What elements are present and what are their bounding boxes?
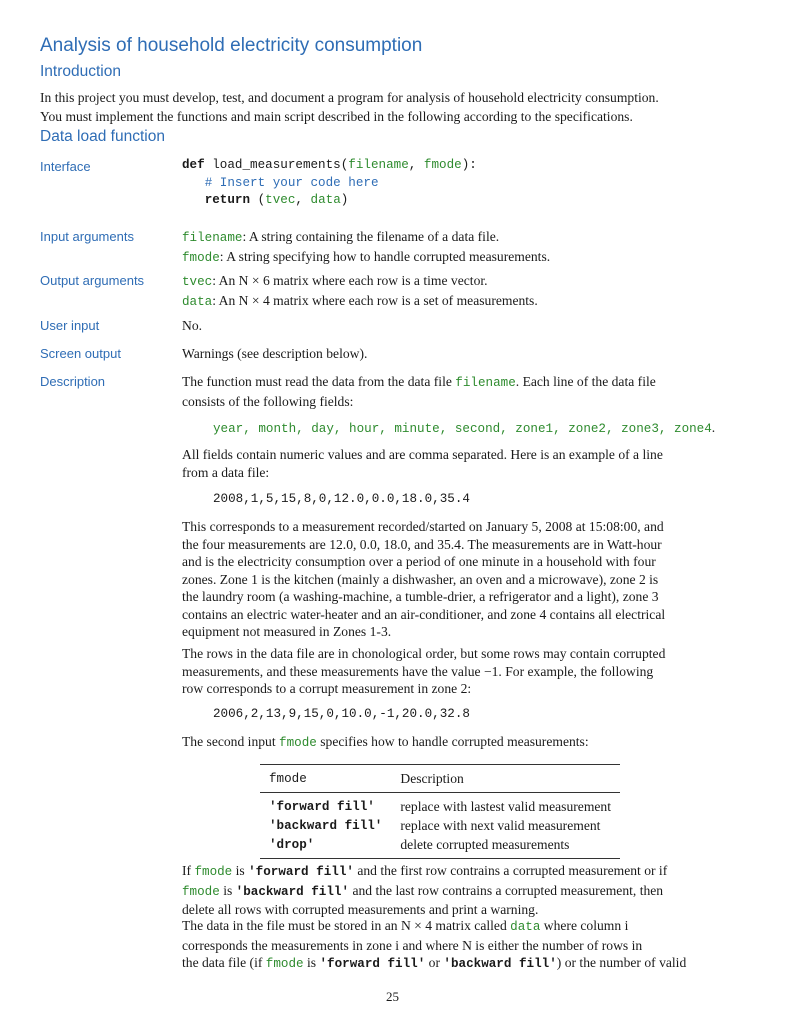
desc-p2-line2: from a data file:: [182, 464, 270, 480]
fmode-cell: [260, 816, 391, 835]
desc-p4-line1: The rows in the data file are in chonological order, but some rows may contain corrupted: [182, 646, 666, 661]
desc-p6-forward-fill: 'forward fill': [248, 865, 354, 879]
description-p2: [182, 446, 742, 481]
example-line-2: 2006,2,13,9,15,0,10.0,-1,20.0,32.8: [213, 707, 470, 721]
desc-p7-l3-end: ) or the number of valid: [556, 955, 687, 970]
fields-end: .: [711, 420, 716, 435]
table-row: [260, 835, 620, 859]
fmode-value: 'backward fill': [269, 819, 383, 833]
fmode-desc-cell: delete corrupted measurements: [400, 837, 570, 852]
desc-p6-a: If: [182, 863, 195, 878]
desc-p3-line1: This corresponds to a measurement recorded/started on January 5, 2008 at 15:08:00, and: [182, 519, 664, 534]
fmode-desc-cell: replace with lastest valid measurement: [400, 799, 611, 814]
fields-list: [213, 420, 715, 436]
desc-p6-is-2: is: [219, 882, 236, 898]
desc-p5-fmode: fmode: [279, 736, 317, 750]
description-p4: [182, 645, 742, 698]
input-arg-fmode-desc: : A string specifying how to handle corrupted measurements.: [219, 248, 551, 264]
def-keyword: def: [182, 158, 205, 172]
arg-fmode: fmode: [423, 158, 462, 172]
interface-code: def load_measurements(filename, fmode): # Insert your code here return (tvec, data): [182, 158, 477, 207]
desc-p6-fmode-2: fmode: [182, 884, 220, 899]
fmode-value: 'drop': [269, 838, 315, 852]
desc-p4-line3: row corresponds to a corrupt measurement in zone 2:: [182, 681, 472, 696]
desc-p7-backward-fill: 'backward fill': [443, 957, 557, 971]
return-close: ): [340, 193, 349, 207]
fmode-col-header: [260, 765, 391, 793]
intro-line-2: You must implement the functions and main script described in the following according to the specifications.: [40, 109, 633, 124]
desc-p1-b: . Each line of the data file: [515, 374, 656, 389]
description-p7: [182, 917, 742, 974]
return-tvec: tvec: [265, 193, 296, 207]
description-col-header: Description: [400, 771, 464, 786]
output-arg-data: data: [182, 294, 213, 309]
page-title: Analysis of household electricity consumption: [40, 35, 423, 56]
output-args-label: Output arguments: [40, 273, 145, 288]
input-arg-fmode: fmode: [182, 250, 220, 265]
desc-p7-line2: corresponds the measurements in zone i and where N is either the number of rows in: [182, 937, 643, 953]
desc-p4-line2: measurements, and these measurements have the value −1. For example, the following: [182, 663, 654, 679]
description-p1: [182, 373, 742, 410]
description-p5: [182, 733, 742, 753]
desc-p6-fmode-1: fmode: [194, 865, 233, 879]
desc-p3-line3: and is the electricity consumption over a period of one minute in a household with four: [182, 554, 656, 569]
table-row: [260, 816, 620, 835]
intro-heading: Introduction: [40, 63, 121, 80]
intro-paragraph: [40, 88, 745, 126]
output-args-body: [182, 272, 742, 311]
table-row: [260, 793, 620, 817]
desc-p3-line7: equipment not measured in Zones 1-3.: [182, 624, 392, 639]
return-data: data: [310, 193, 341, 207]
desc-p6-c: and the first row contrains a corrupted measurement or if: [353, 863, 668, 878]
fmode-cell: [260, 793, 391, 817]
fields-code: year, month, day, hour, minute, second, zone1, zone2, zone3, zone4: [213, 422, 712, 436]
screen-output-value: Warnings (see description below).: [182, 346, 368, 361]
output-arg-data-desc: : An N × 4 matrix where each row is a set of measurements.: [212, 292, 538, 308]
section-heading: Data load function: [40, 128, 165, 145]
desc-p7-b: where column i: [540, 918, 629, 933]
desc-p7-or: or: [425, 955, 444, 970]
desc-p1-filename: filename: [455, 376, 516, 390]
user-input-value: No.: [182, 318, 203, 333]
input-arg-filename-desc: : A string containing the filename of a data file.: [242, 229, 500, 244]
page-number: 25: [386, 989, 399, 1004]
desc-p7-l3-is: is: [303, 955, 320, 970]
input-arg-filename: filename: [182, 231, 243, 245]
desc-p3-line4: zones. Zone 1 is the kitchen (mainly a dishwasher, an oven and a microwave), zone 2 is: [182, 571, 659, 587]
arg-comma: ,: [408, 158, 424, 172]
desc-p6-l2-c: and the last row contrains a corrupted measurement, then: [349, 882, 664, 898]
fmode-cell: [260, 835, 391, 859]
description-p6: [182, 862, 742, 919]
desc-p1-line2: consists of the following fields:: [182, 393, 354, 409]
desc-p7-fmode: fmode: [265, 957, 304, 971]
description-p3: [182, 518, 742, 641]
screen-output-label: Screen output: [40, 346, 121, 361]
interface-label: Interface: [40, 159, 91, 174]
desc-p6-is-1: is: [232, 863, 249, 878]
example-line-1: 2008,1,5,15,8,0,12.0,0.0,18.0,35.4: [213, 492, 470, 506]
return-open: (: [250, 193, 266, 207]
desc-p7-l3-a: the data file (if: [182, 955, 266, 970]
desc-p6-line3: delete all rows with corrupted measurements and print a warning.: [182, 902, 539, 917]
intro-line-1: In this project you must develop, test, and document a program for analysis of household electricity consumption.: [40, 90, 659, 105]
code-comment: # Insert your code here: [204, 175, 379, 190]
input-args-label: Input arguments: [40, 229, 134, 244]
desc-p7-data: data: [510, 920, 541, 934]
return-keyword: return: [204, 193, 251, 207]
fmode-col-header-text: fmode: [269, 772, 307, 786]
desc-p3-line2: the four measurements are 12.0, 0.0, 18.0, and 35.4. The measurements are in Watt-hour: [182, 536, 662, 552]
arg-filename: filename: [348, 158, 409, 172]
def-close: ):: [461, 158, 477, 172]
desc-p5-a: The second input: [182, 734, 280, 749]
desc-p7-forward-fill: 'forward fill': [319, 957, 426, 971]
desc-p2-line1: All fields contain numeric values and are comma separated. Here is an example of a line: [182, 447, 663, 462]
function-name: load_measurements(: [212, 158, 349, 172]
fmode-value: 'forward fill': [269, 800, 375, 814]
output-arg-tvec-desc: : An N × 6 matrix where each row is a time vector.: [212, 273, 488, 288]
desc-p1-a: The function must read the data from the data file: [182, 374, 456, 389]
desc-p6-backward-fill: 'backward fill': [235, 884, 350, 899]
desc-p7-a: The data in the file must be stored in an N × 4 matrix called: [182, 918, 511, 933]
desc-p3-line6: contains an electric water-heater and an air-conditioner, and zone 4 contains all electrical: [182, 606, 666, 622]
fmode-table: [260, 764, 620, 859]
user-input-label: User input: [40, 318, 100, 333]
fmode-desc-cell: replace with next valid measurement: [400, 818, 601, 833]
input-args-body: [182, 228, 742, 267]
description-label: Description: [40, 374, 106, 389]
output-arg-tvec: tvec: [182, 275, 213, 289]
desc-p5-b: specifies how to handle corrupted measurements:: [316, 734, 589, 749]
fmode-table-header: [260, 765, 620, 793]
desc-p3-line5: the laundry room (a washing-machine, a tumble-drier, a refrigerator and a light), zone 3: [182, 589, 659, 604]
